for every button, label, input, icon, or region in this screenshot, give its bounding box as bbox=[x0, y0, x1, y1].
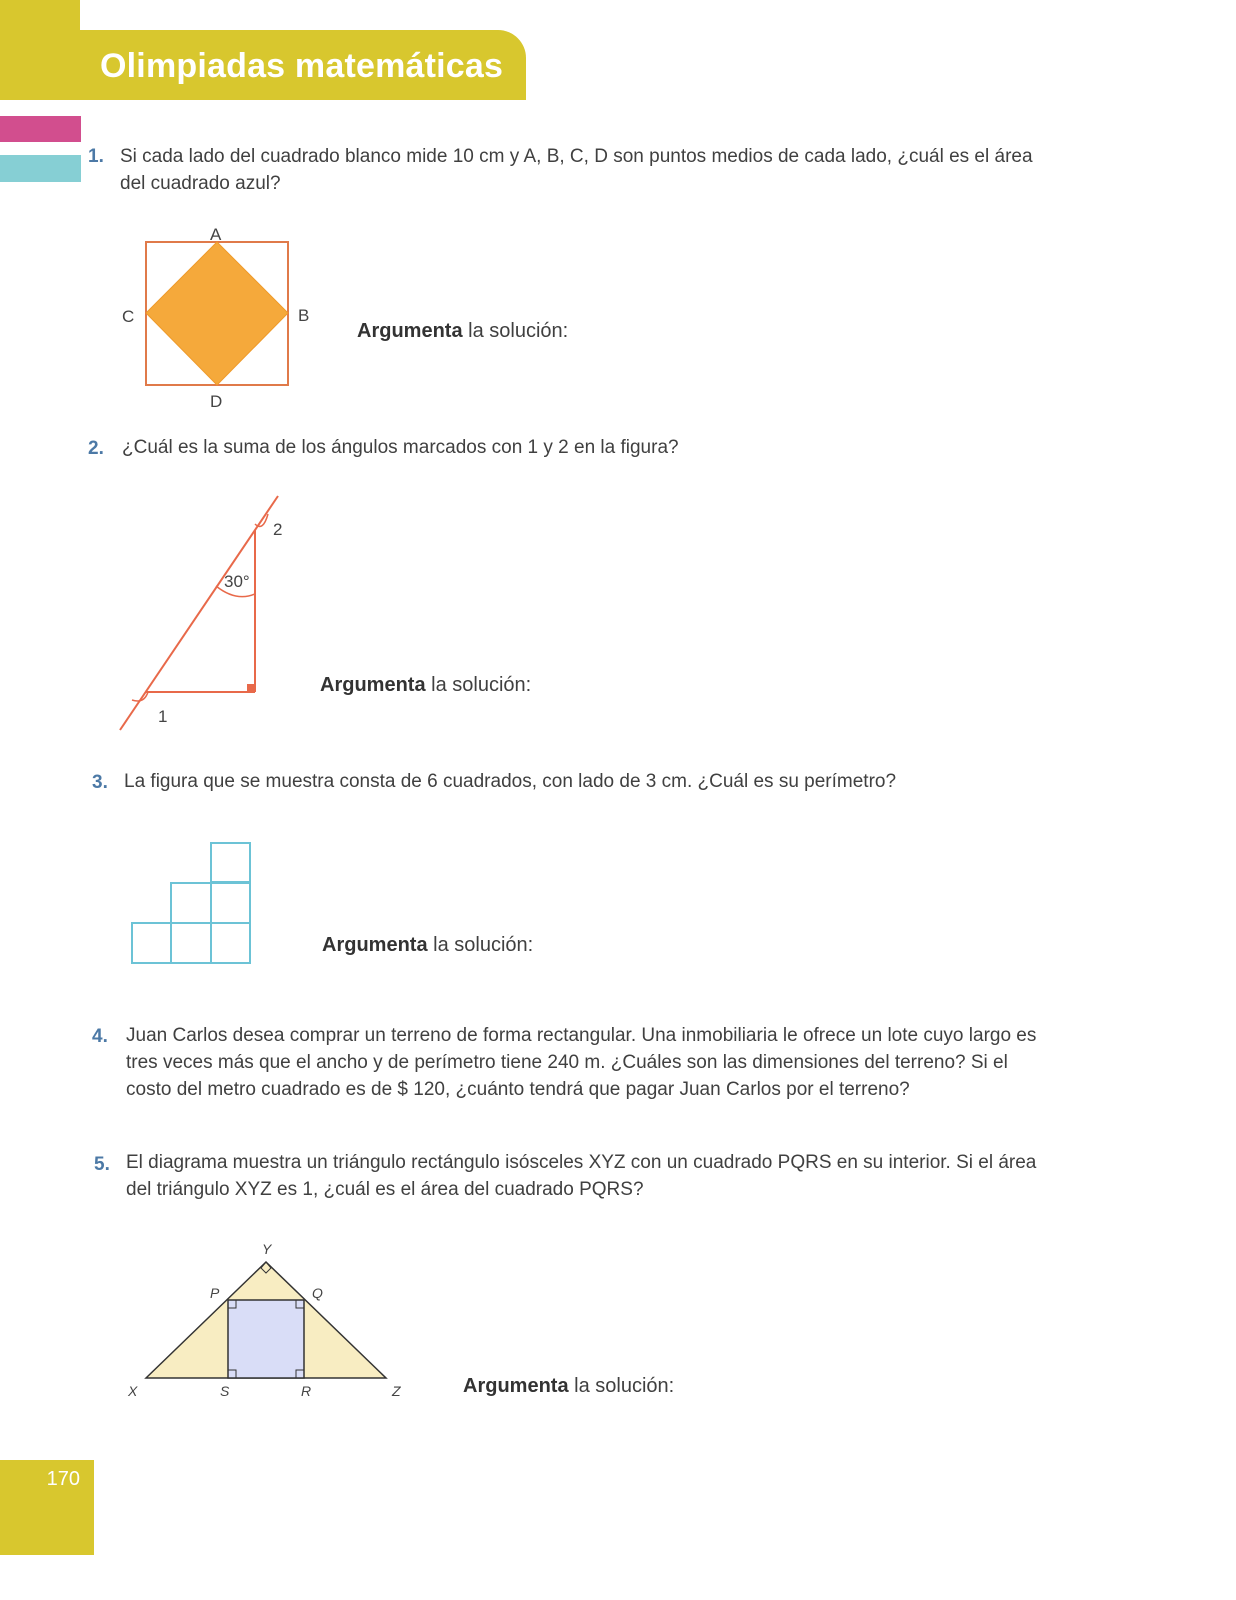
answer-prompt-5-rest: la solución: bbox=[568, 1375, 675, 1397]
question-3-text: La figura que se muestra consta de 6 cuadrados, con lado de 3 cm. ¿Cuál es su perímetro? bbox=[124, 771, 897, 792]
answer-prompt-3-bold: Argumenta bbox=[322, 934, 428, 956]
question-5-number: 5. bbox=[94, 1154, 110, 1175]
header-strip bbox=[0, 0, 80, 100]
label-x: X bbox=[128, 1383, 138, 1399]
square-pqrs bbox=[228, 1300, 304, 1378]
page-title: Olimpiadas matemáticas bbox=[100, 47, 504, 85]
figure-3-squares bbox=[125, 836, 260, 971]
question-3-number: 3. bbox=[92, 772, 108, 793]
answer-prompt-2 bbox=[320, 674, 531, 697]
label-a: A bbox=[210, 225, 222, 244]
label-s: S bbox=[220, 1383, 230, 1399]
answer-prompt-2-rest: la solución: bbox=[425, 674, 532, 696]
label-b: B bbox=[298, 306, 310, 325]
label-q: Q bbox=[312, 1285, 323, 1301]
label-angle-1: 1 bbox=[158, 707, 168, 726]
square-middle-left bbox=[171, 883, 211, 923]
side-tab-pink bbox=[0, 116, 81, 142]
label-p: P bbox=[210, 1285, 220, 1301]
answer-prompt-5 bbox=[463, 1375, 674, 1398]
label-d: D bbox=[210, 392, 223, 411]
label-z: Z bbox=[392, 1383, 401, 1399]
label-angle-2: 2 bbox=[273, 520, 283, 539]
square-bottom-right bbox=[211, 923, 250, 963]
answer-prompt-2-bold: Argumenta bbox=[320, 674, 426, 696]
label-c: C bbox=[122, 307, 135, 326]
question-1-text: Si cada lado del cuadrado blanco mide 10 cm y A, B, C, D son puntos medios de cada lado, ¿cuál es el área del cuadrado azul? bbox=[120, 146, 1033, 194]
question-5-text: El diagrama muestra un triángulo rectángulo isósceles XYZ con un cuadrado PQRS en su interior. Si el área del triángulo XYZ es 1, ¿cuál es el área del cuadrado PQRS? bbox=[126, 1152, 1037, 1200]
question-4-number: 4. bbox=[92, 1026, 108, 1047]
square-middle-right bbox=[211, 883, 250, 923]
label-r: R bbox=[301, 1383, 312, 1399]
page-number: 170 bbox=[46, 1468, 80, 1490]
answer-prompt-3 bbox=[322, 934, 533, 957]
answer-prompt-5-bold: Argumenta bbox=[463, 1375, 569, 1397]
question-1-number: 1. bbox=[88, 146, 104, 167]
square-bottom-middle bbox=[171, 923, 211, 963]
figure-5-triangle bbox=[120, 1236, 420, 1406]
answer-prompt-1 bbox=[357, 320, 568, 343]
figure-2-triangle bbox=[110, 490, 310, 740]
question-2-number: 2. bbox=[88, 438, 104, 459]
label-y: Y bbox=[262, 1241, 272, 1257]
answer-prompt-1-bold: Argumenta bbox=[357, 320, 463, 342]
label-30-degrees: 30° bbox=[224, 572, 250, 591]
square-bottom-left bbox=[132, 923, 171, 963]
answer-prompt-1-rest: la solución: bbox=[462, 320, 569, 342]
square-top bbox=[211, 843, 250, 882]
side-tab-cyan bbox=[0, 155, 81, 182]
answer-prompt-3-rest: la solución: bbox=[427, 934, 534, 956]
question-4-text: Juan Carlos desea comprar un terreno de forma rectangular. Una inmobiliaria le ofrece un lote cuyo largo es tres veces más que el ancho y de perímetro tiene 240 m. ¿Cuáles son las dimensiones del terreno? Si el costo del metro cuadrado es de $ 120, ¿cuánto tendrá que pagar Juan Carlos por el terreno? bbox=[126, 1025, 1037, 1100]
right-angle-mark bbox=[247, 684, 255, 692]
figure-1-square bbox=[110, 220, 320, 415]
question-2-text: ¿Cuál es la suma de los ángulos marcados con 1 y 2 en la figura? bbox=[122, 437, 679, 458]
